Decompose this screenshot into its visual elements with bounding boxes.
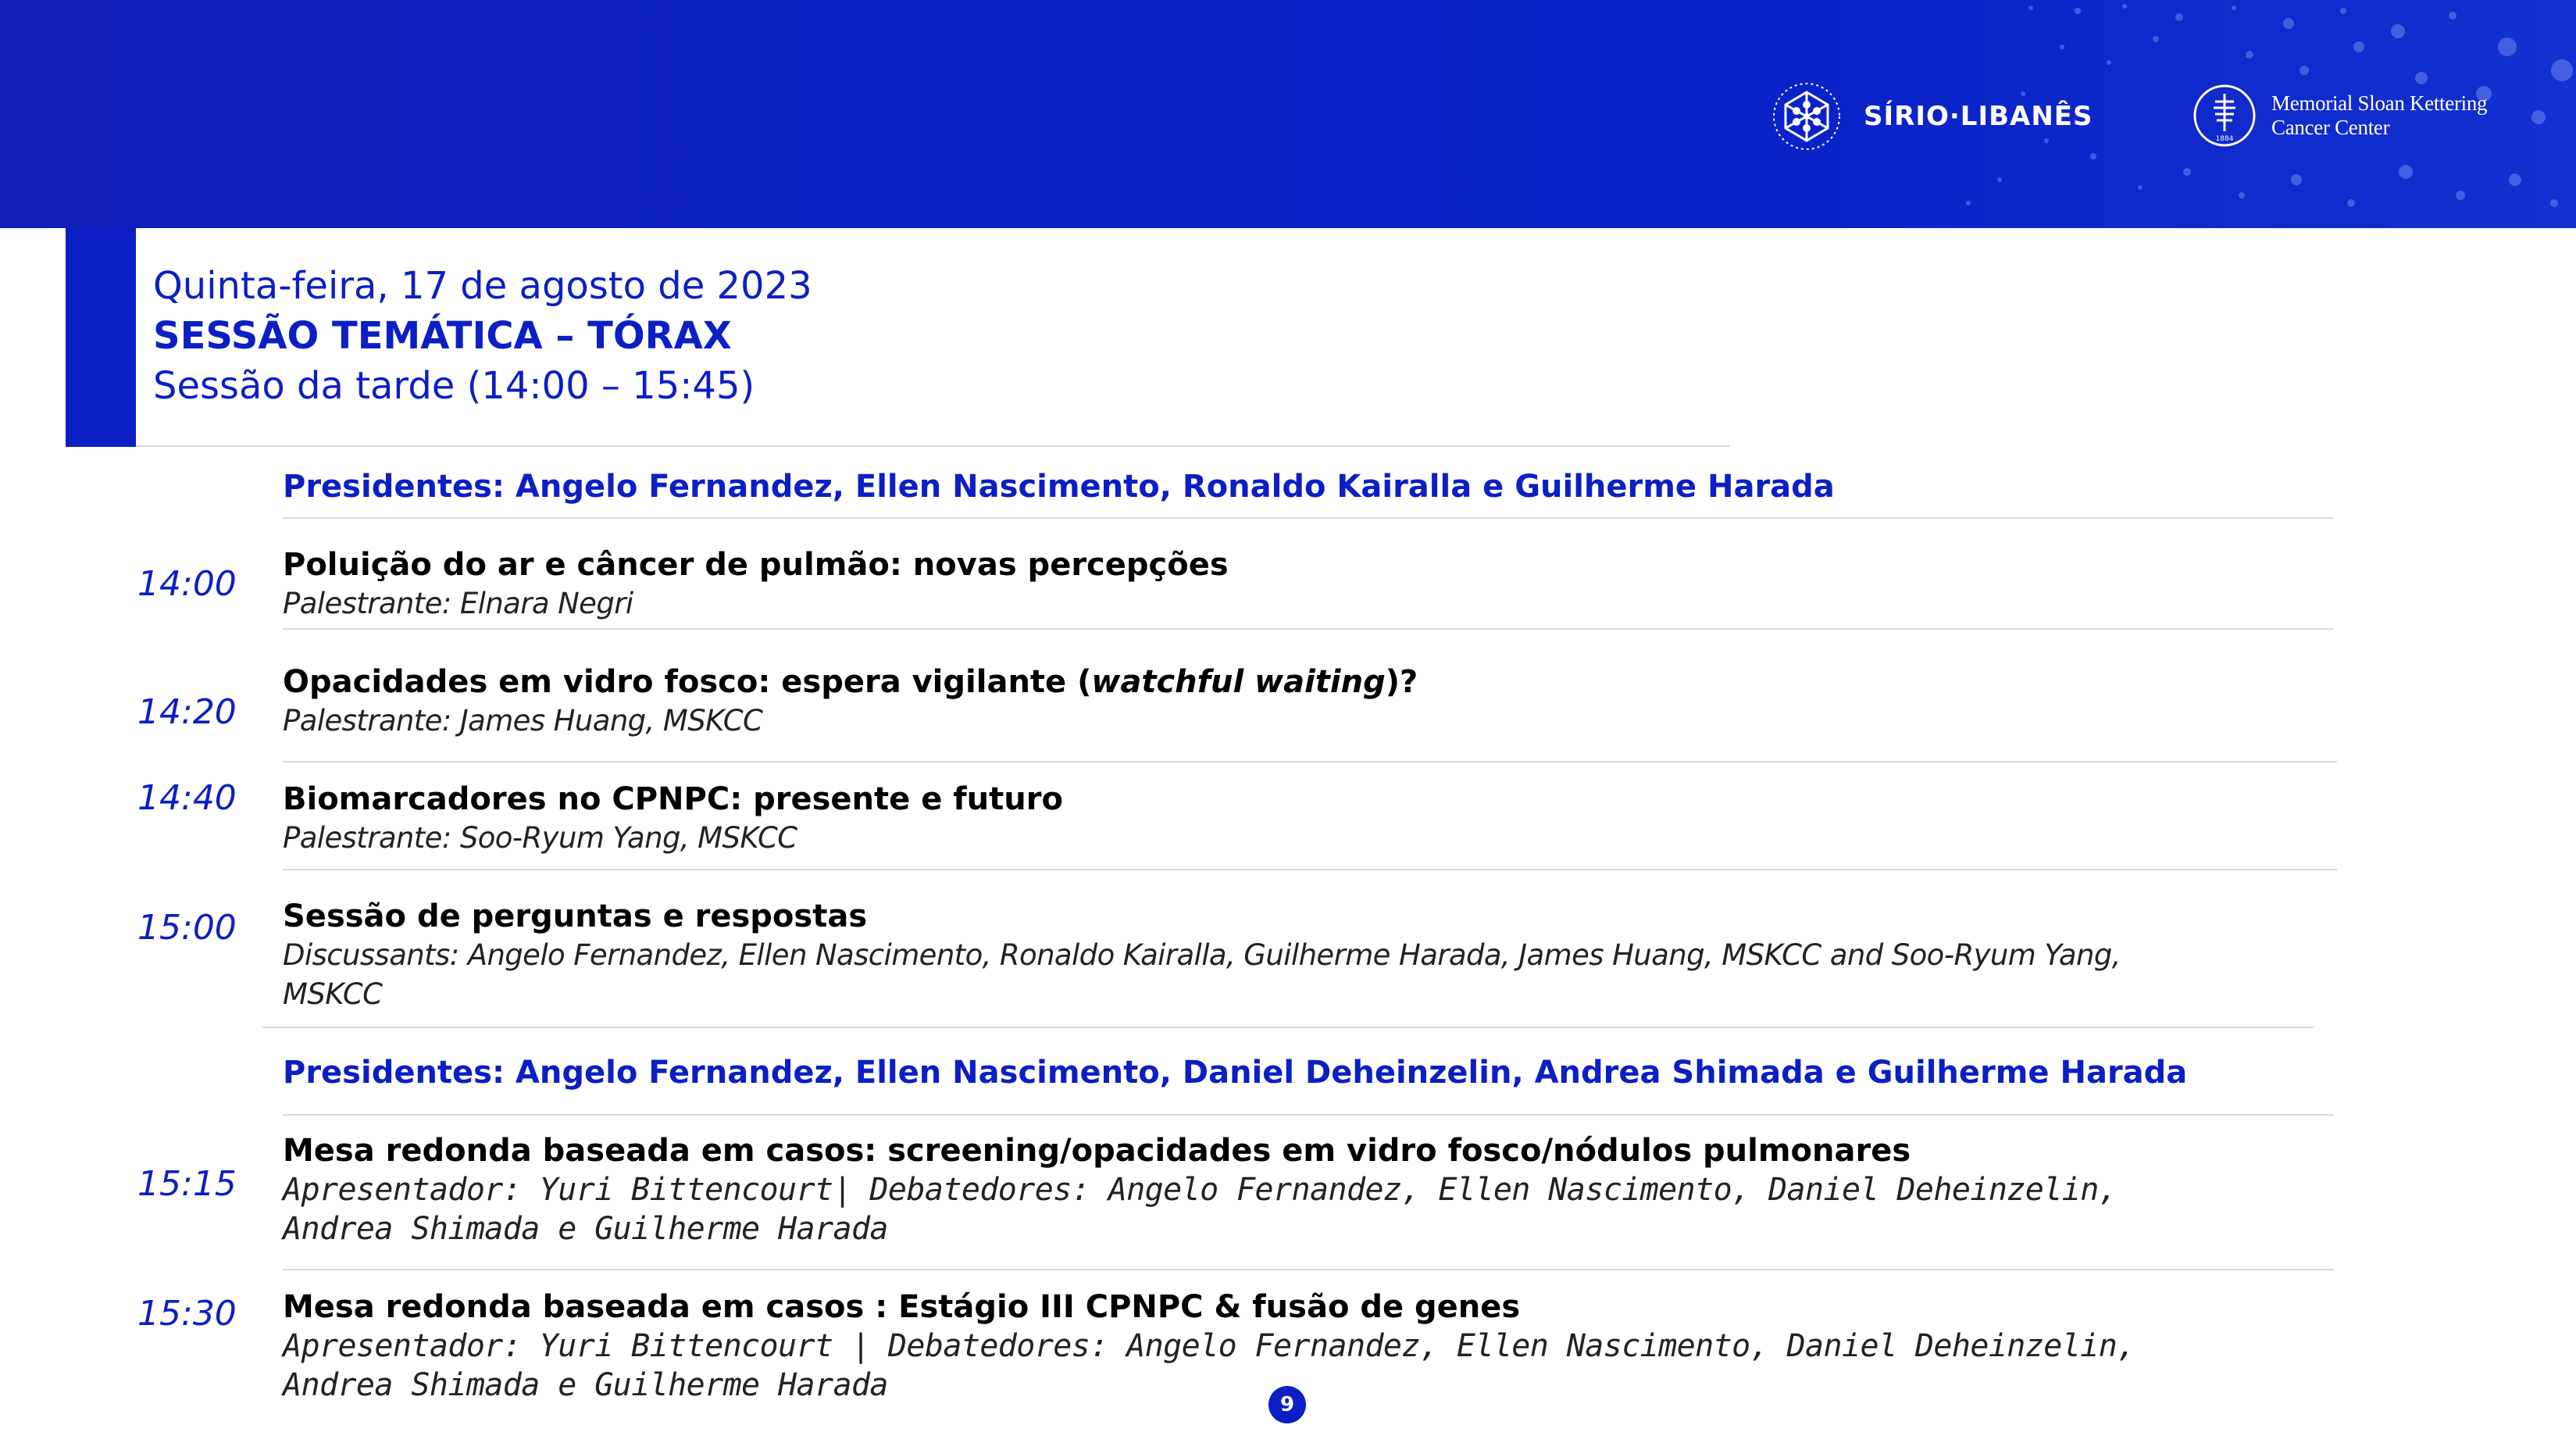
- msk-emblem-icon: [2192, 83, 2257, 148]
- divider: [283, 869, 2337, 870]
- agenda-item: [283, 545, 1229, 623]
- session-title-block: [153, 261, 812, 411]
- time-slot: 14:00: [137, 564, 237, 604]
- agenda-item: [283, 1288, 2142, 1405]
- agenda-item-title-emphasis: watchful waiting: [1091, 664, 1386, 700]
- presidents-1: Presidentes: Angelo Fernandez, Ellen Nascimento, Ronaldo Kairalla e Guilherme Harada: [283, 469, 1835, 505]
- agenda-item-presenters: Apresentador: Yuri Bittencourt | Debatedores: Angelo Fernandez, Ellen Nascimento, Daniel Deheinzelin, Andrea Shimada e Guilherme Harada: [283, 1328, 2135, 1403]
- msk-wordmark-line2: Cancer Center: [2271, 116, 2390, 139]
- msk-wordmark-line1: Memorial Sloan Kettering: [2271, 91, 2488, 115]
- time-slot: 15:00: [137, 908, 237, 948]
- agenda-item: [283, 1131, 2126, 1248]
- presidents-2: Presidentes: Angelo Fernandez, Ellen Nascimento, Daniel Deheinzelin, Andrea Shimada e Guilherme Harada: [283, 1055, 2188, 1091]
- agenda-item-speaker: Palestrante: James Huang, MSKCC: [283, 704, 763, 738]
- agenda-item: [283, 780, 1063, 858]
- agenda-item-title: Poluição do ar e câncer de pulmão: novas percepções: [283, 547, 1229, 583]
- agenda-item: [283, 662, 1418, 741]
- time-slot: 14:40: [137, 778, 237, 818]
- agenda-item-title: Mesa redonda baseada em casos: screening/opacidades em vidro fosco/nódulos pulmonares: [283, 1133, 1911, 1169]
- sirio-libanes-logo: [1771, 83, 2093, 150]
- agenda-item: [283, 897, 2142, 1014]
- session-date: Quinta-feira, 17 de agosto de 2023: [153, 264, 812, 308]
- decorative-dot-pattern: [0, 0, 2576, 228]
- msk-year: 1884: [2215, 135, 2234, 143]
- sirio-libanes-emblem-icon: [1771, 81, 1842, 152]
- agenda-item-title: Biomarcadores no CPNPC: presente e futuro: [283, 781, 1063, 817]
- header-banner: [0, 0, 2576, 228]
- sirio-libanes-wordmark: SÍRIO·LIBANÊS: [1864, 101, 2093, 132]
- agenda-item-speaker: Palestrante: Elnara Negri: [283, 587, 633, 620]
- divider: [283, 761, 2337, 762]
- divider: [283, 628, 2334, 630]
- divider: [262, 1027, 2314, 1028]
- divider: [283, 517, 2334, 519]
- time-slot: 15:15: [137, 1164, 237, 1204]
- agenda-item-title: Opacidades em vidro fosco: espera vigilante (watchful waiting)?: [283, 664, 1418, 700]
- page-number-badge: 9: [1268, 1386, 1306, 1423]
- title-accent-bar: [66, 228, 136, 447]
- session-subtitle: Sessão da tarde (14:00 – 15:45): [153, 364, 755, 408]
- agenda-item-title: Mesa redonda baseada em casos : Estágio III CPNPC & fusão de genes: [283, 1289, 1521, 1325]
- msk-logo: [2192, 78, 2487, 153]
- title-divider: [136, 445, 1729, 447]
- time-slot: 14:20: [137, 692, 237, 732]
- agenda-item-speaker: Palestrante: Soo-Ryum Yang, MSKCC: [283, 821, 797, 855]
- session-title: SESSÃO TEMÁTICA – TÓRAX: [153, 314, 732, 358]
- agenda-item-discussants: Discussants: Angelo Fernandez, Ellen Nascimento, Ronaldo Kairalla, Guilherme Harada, James Huang, MSKCC and Soo-Ryum Yang, MSKCC: [283, 938, 2121, 1011]
- divider: [283, 1269, 2334, 1270]
- agenda-item-presenters: Apresentador: Yuri Bittencourt| Debatedores: Angelo Fernandez, Ellen Nascimento, Daniel Deheinzelin, Andrea Shimada e Guilherme Harada: [283, 1172, 2118, 1247]
- agenda-item-title: Sessão de perguntas e respostas: [283, 898, 868, 934]
- divider: [283, 1114, 2334, 1116]
- time-slot: 15:30: [137, 1294, 237, 1334]
